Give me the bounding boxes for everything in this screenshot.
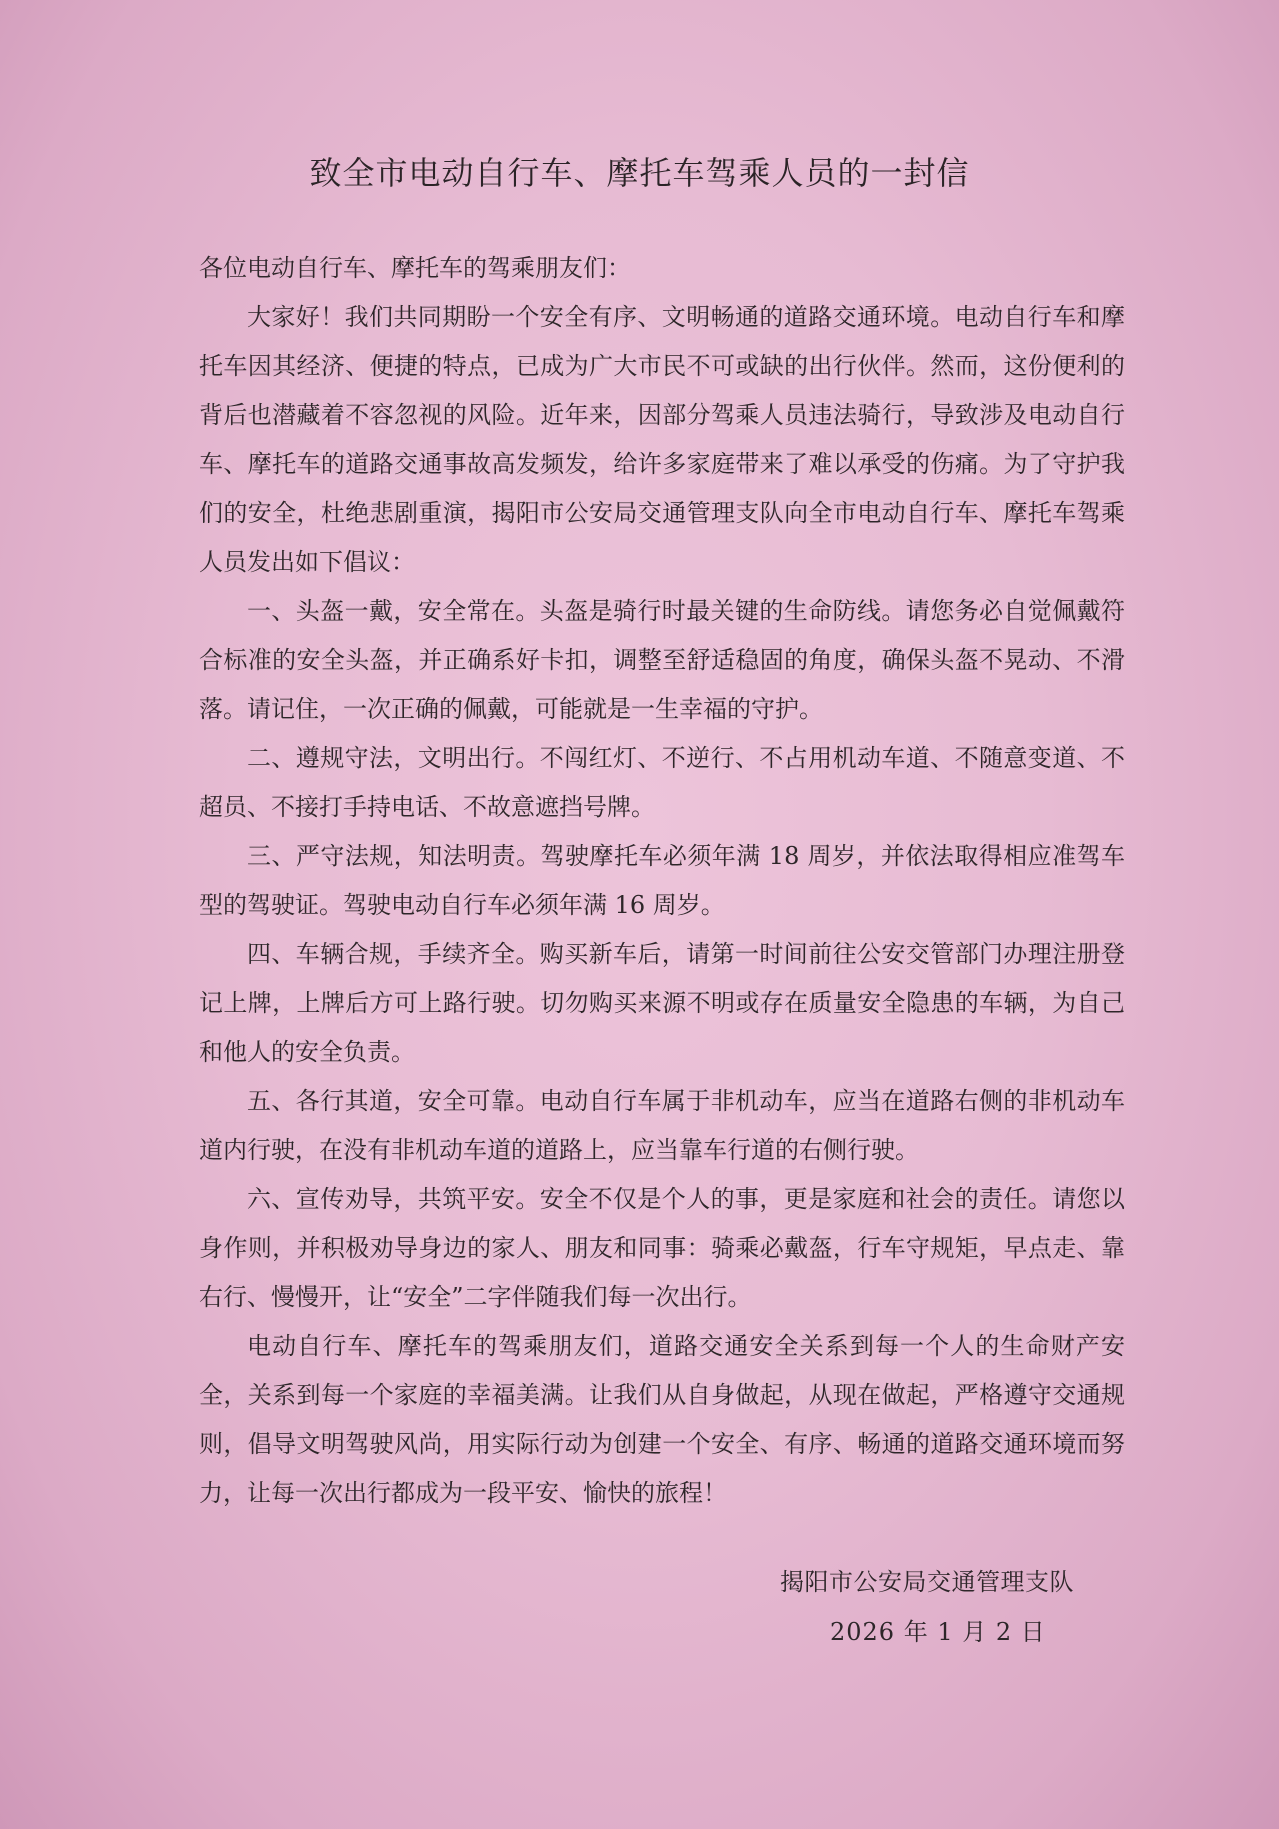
paragraph-lanes: 五、各行其道，安全可靠。电动自行车属于非机动车，应当在道路右侧的非机动车道内行驶，在没有非机动车道的道路上，应当靠车行道的右侧行驶。 <box>199 1087 1125 1164</box>
paragraph-registration: 四、车辆合规，手续齐全。购买新车后，请第一时间前往公安交管部门办理注册登记上牌，上牌后方可上路行驶。切勿购买来源不明或存在质量安全隐患的车辆，为自己和他人的安全负责。 <box>199 940 1125 1066</box>
paragraph-advocacy: 六、宣传劝导，共筑平安。安全不仅是个人的事，更是家庭和社会的责任。请您以身作则，并积极劝导身边的家人、朋友和同事：骑乘必戴盔，行车守规矩，早点走、靠右行、慢慢开，让“安全”二字伴随我们每一次出行。 <box>199 1185 1125 1311</box>
paragraph-age-license: 三、严守法规，知法明责。驾驶摩托车必须年满 18 周岁，并依法取得相应准驾车型的驾驶证。驾驶电动自行车必须年满 16 周岁。 <box>199 842 1125 919</box>
letter-title: 致全市电动自行车、摩托车驾乘人员的一封信 <box>309 154 970 192</box>
paragraph-obey-rules: 二、遵规守法，文明出行。不闯红灯、不逆行、不占用机动车道、不随意变道、不超员、不接打手持电话、不故意遮挡号牌。 <box>199 744 1125 821</box>
paragraph-closing: 电动自行车、摩托车的驾乘朋友们，道路交通安全关系到每一个人的生命财产安全，关系到每一个家庭的幸福美满。让我们从自身做起，从现在做起，严格遵守交通规则，倡导文明驾驶风尚，用实际行动为创建一个安全、有序、畅通的道路交通环境而努力，让每一次出行都成为一段平安、愉快的旅程！ <box>199 1332 1125 1507</box>
paragraph-helmet: 一、头盔一戴，安全常在。头盔是骑行时最关键的生命防线。请您务必自觉佩戴符合标准的安全头盔，并正确系好卡扣，调整至舒适稳固的角度，确保头盔不晃动、不滑落。请记住，一次正确的佩戴，可能就是一生幸福的守护。 <box>199 597 1125 723</box>
paragraph-intro: 大家好！我们共同期盼一个安全有序、文明畅通的道路交通环境。电动自行车和摩托车因其经济、便捷的特点，已成为广大市民不可或缺的出行伙伴。然而，这份便利的背后也潜藏着不容忽视的风险。近年来，因部分驾乘人员违法骑行，导致涉及电动自行车、摩托车的道路交通事故高发频发，给许多家庭带来了难以承受的伤痛。为了守护我们的安全，杜绝悲剧重演，揭阳市公安局交通管理支队向全市电动自行车、摩托车驾乘人员发出如下倡议： <box>199 303 1125 576</box>
signature: 揭阳市公安局交通管理支队 <box>780 1568 1074 1596</box>
salutation: 各位电动自行车、摩托车的驾乘朋友们： <box>199 254 631 282</box>
letter-date: 2026 年 1 月 2 日 <box>830 1618 1046 1646</box>
letter-body <box>199 244 1125 1518</box>
